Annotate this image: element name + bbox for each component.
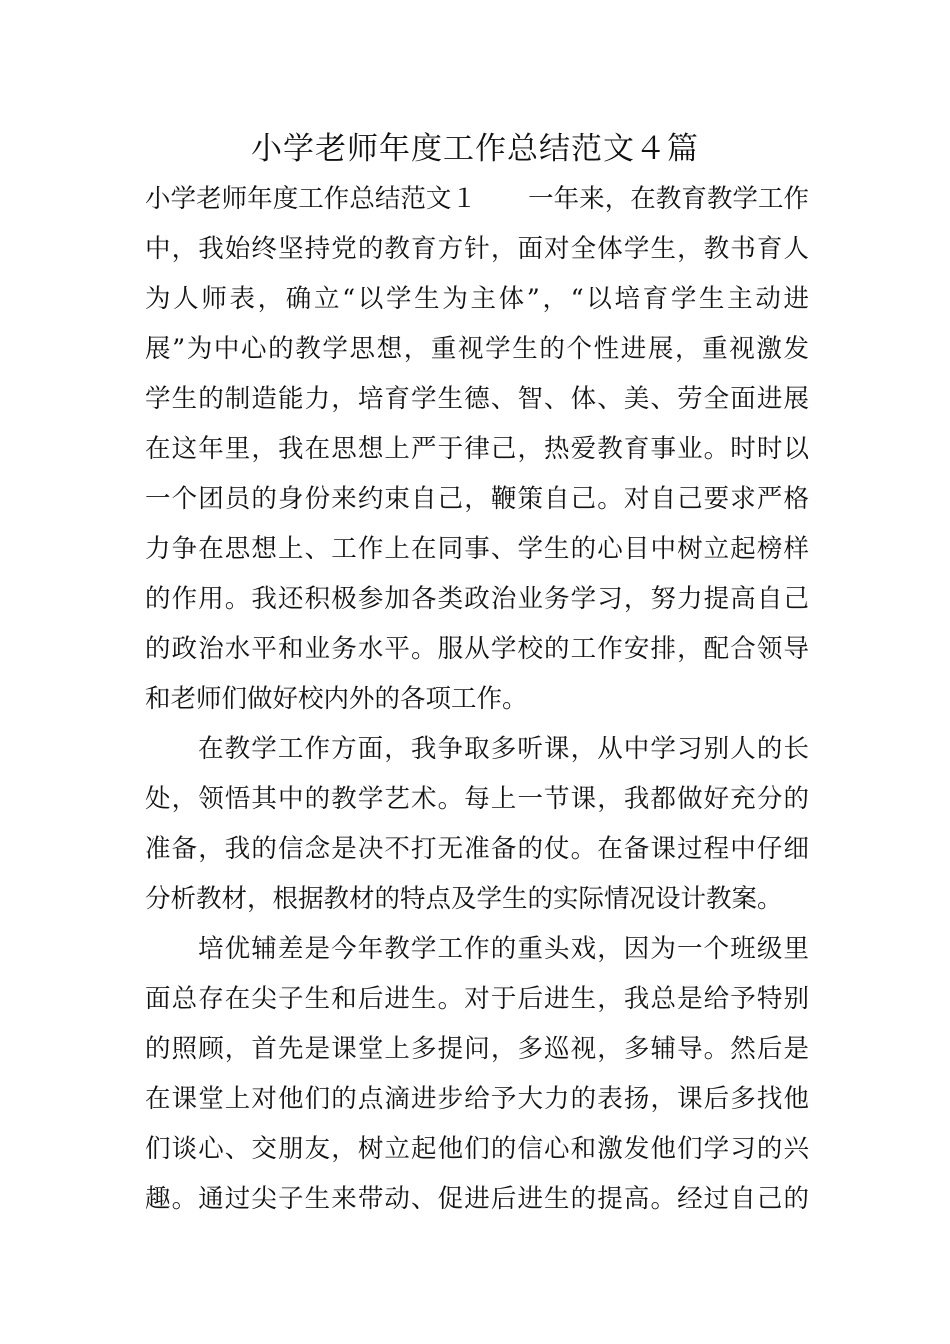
text-line: 小学老师年度工作总结范文１ 一年来，在教育教学工作 [145,184,809,214]
text-line: 为人师表，确立“以学生为主体”，“以培育学生主动进 [145,284,809,314]
text-line: 处，领悟其中的教学艺术。每上一节课，我都做好充分的 [145,784,809,814]
text-line: 分析教材，根据教材的特点及学生的实际情况设计教案。 [145,884,783,914]
text-line: 力争在思想上、工作上在同事、学生的心目中树立起榜样 [145,534,809,564]
text-line: 培优辅差是今年教学工作的重头戏，因为一个班级里 [198,934,809,964]
text-line: 准备，我的信念是决不打无准备的仗。在备课过程中仔细 [145,834,809,864]
text-line: 在课堂上对他们的点滴进步给予大力的表扬，课后多找他 [145,1084,809,1114]
text-line: 面总存在尖子生和后进生。对于后进生，我总是给予特别 [145,984,809,1014]
document-body [145,174,809,1224]
document-title: 小学老师年度工作总结范文４篇 [251,131,699,167]
text-line: 们谈心、交朋友，树立起他们的信心和激发他们学习的兴 [145,1134,809,1164]
text-line: 的作用。我还积极参加各类政治业务学习，努力提高自己 [145,584,809,614]
text-line: 一个团员的身份来约束自己，鞭策自己。对自己要求严格 [145,484,809,514]
text-line: 在教学工作方面，我争取多听课，从中学习别人的长 [198,734,809,764]
text-line: 学生的制造能力，培育学生德、智、体、美、劳全面进展 [145,384,809,414]
text-line: 趣。通过尖子生来带动、促进后进生的提高。经过自己的 [145,1184,809,1214]
text-line: 的照顾，首先是课堂上多提问，多巡视，多辅导。然后是 [145,1034,809,1064]
text-line: 在这年里，我在思想上严于律己，热爱教育事业。时时以 [145,434,809,464]
text-line: 展”为中心的教学思想，重视学生的个性进展，重视激发 [145,334,809,364]
text-line: 中，我始终坚持党的教育方针，面对全体学生，教书育人 [145,234,809,264]
text-line: 和老师们做好校内外的各项工作。 [145,684,528,714]
text-line: 的政治水平和业务水平。服从学校的工作安排，配合领导 [145,634,809,664]
